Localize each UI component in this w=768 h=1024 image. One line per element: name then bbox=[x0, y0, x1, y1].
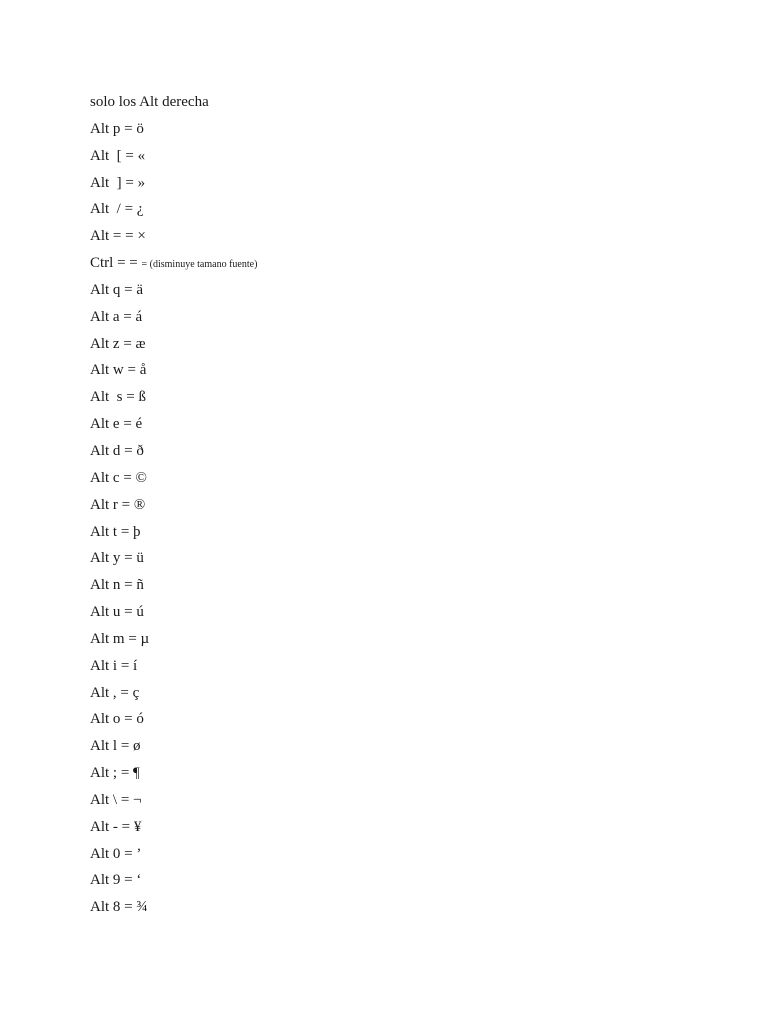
list-item: Alt 9 = ‘ bbox=[90, 872, 142, 889]
list-item: Alt l = ø bbox=[90, 738, 141, 755]
list-item: Alt 0 = ’ bbox=[90, 845, 142, 862]
list-item: Alt p = ö bbox=[90, 120, 144, 137]
list-item: Alt - = ¥ bbox=[90, 818, 142, 835]
list-item: Alt z = æ bbox=[90, 335, 146, 352]
list-item: Alt d = ð bbox=[90, 442, 144, 459]
shortcut-list bbox=[90, 92, 257, 924]
list-item: Alt y = ü bbox=[90, 550, 144, 567]
list-item: Alt 8 = ¾ bbox=[90, 899, 148, 916]
list-item: Alt a = á bbox=[90, 308, 143, 325]
list-item: Alt ] = » bbox=[90, 174, 146, 191]
list-item-ctrl bbox=[90, 253, 257, 280]
list-item: Alt i = í bbox=[90, 657, 138, 674]
document-heading: solo los Alt derecha bbox=[90, 94, 209, 110]
ctrl-shortcut-text: Ctrl = = bbox=[90, 255, 138, 272]
list-item: Alt \ = ¬ bbox=[90, 791, 142, 808]
list-item: Alt = = × bbox=[90, 228, 146, 245]
list-item: Alt u = ú bbox=[90, 604, 144, 621]
list-item: Alt / = ¿ bbox=[90, 201, 144, 218]
list-item: Alt w = å bbox=[90, 362, 147, 379]
list-item: Alt e = é bbox=[90, 416, 143, 433]
list-item: Alt ; = ¶ bbox=[90, 765, 140, 782]
list-item: Alt [ = « bbox=[90, 147, 146, 164]
list-item: Alt s = ß bbox=[90, 389, 146, 406]
list-item: Alt q = ä bbox=[90, 281, 144, 298]
list-item: Alt o = ó bbox=[90, 711, 144, 728]
ctrl-note: = (disminuye tamano fuente) bbox=[141, 259, 258, 271]
list-item: Alt m = µ bbox=[90, 630, 150, 647]
list-item: Alt t = þ bbox=[90, 523, 141, 540]
list-item: Alt c = © bbox=[90, 469, 147, 486]
list-item: Alt , = ç bbox=[90, 684, 140, 701]
list-item: Alt n = ñ bbox=[90, 577, 144, 594]
list-item: Alt r = ® bbox=[90, 496, 146, 513]
